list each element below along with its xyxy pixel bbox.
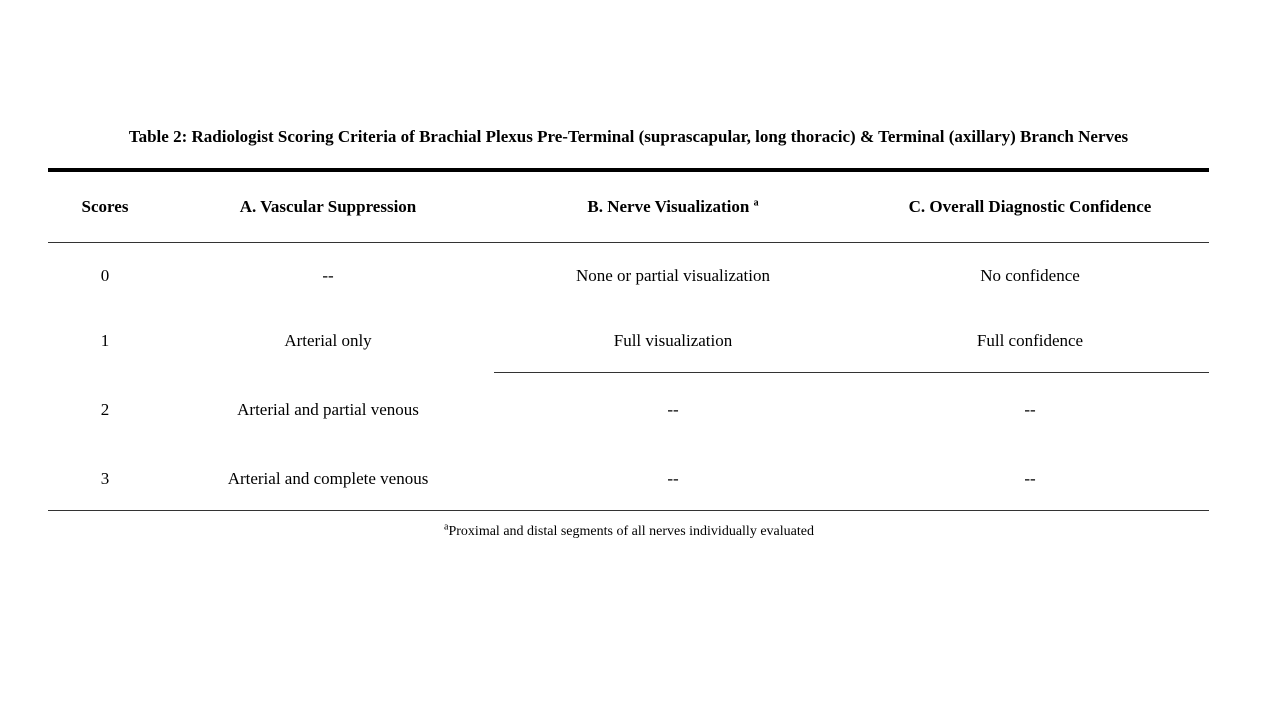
- cell-score: 1: [100, 331, 110, 350]
- cell-nerve: Full visualization: [613, 331, 733, 350]
- cell-confidence: --: [1024, 400, 1036, 419]
- table-footnote: [444, 521, 814, 540]
- cell-vascular: Arterial only: [284, 331, 372, 350]
- footnote-marker: a: [753, 197, 759, 209]
- cell-confidence: Full confidence: [976, 331, 1084, 350]
- header-diagnostic-confidence: C. Overall Diagnostic Confidence: [908, 197, 1152, 216]
- header-scores: Scores: [81, 197, 129, 216]
- header-nerve-visualization-label: B. Nerve Visualization: [587, 197, 750, 216]
- cell-nerve: --: [667, 400, 679, 419]
- table-top-rule: [48, 168, 1209, 172]
- cell-score: 2: [100, 400, 110, 419]
- footnote-text: Proximal and distal segments of all nerves individually evaluated: [448, 524, 814, 539]
- mid-rule: [494, 372, 1209, 373]
- table-title: Table 2: Radiologist Scoring Criteria of Brachial Plexus Pre-Terminal (suprascapular, long thoracic) & Terminal (axillary) Branch Nerves: [128, 127, 1129, 146]
- header-nerve-visualization: [587, 197, 758, 217]
- cell-nerve: --: [667, 469, 679, 488]
- footnote-marker: a: [444, 521, 449, 533]
- cell-score: 0: [100, 266, 110, 285]
- cell-confidence: --: [1024, 469, 1036, 488]
- cell-vascular: Arterial and partial venous: [237, 400, 419, 419]
- cell-confidence: No confidence: [980, 266, 1080, 285]
- cell-vascular: Arterial and complete venous: [227, 469, 429, 488]
- cell-nerve: None or partial visualization: [575, 266, 771, 285]
- cell-vascular: --: [322, 266, 334, 285]
- header-vascular-suppression: A. Vascular Suppression: [239, 197, 417, 216]
- cell-score: 3: [100, 469, 110, 488]
- table-bottom-rule: [48, 510, 1209, 511]
- header-rule: [48, 242, 1209, 243]
